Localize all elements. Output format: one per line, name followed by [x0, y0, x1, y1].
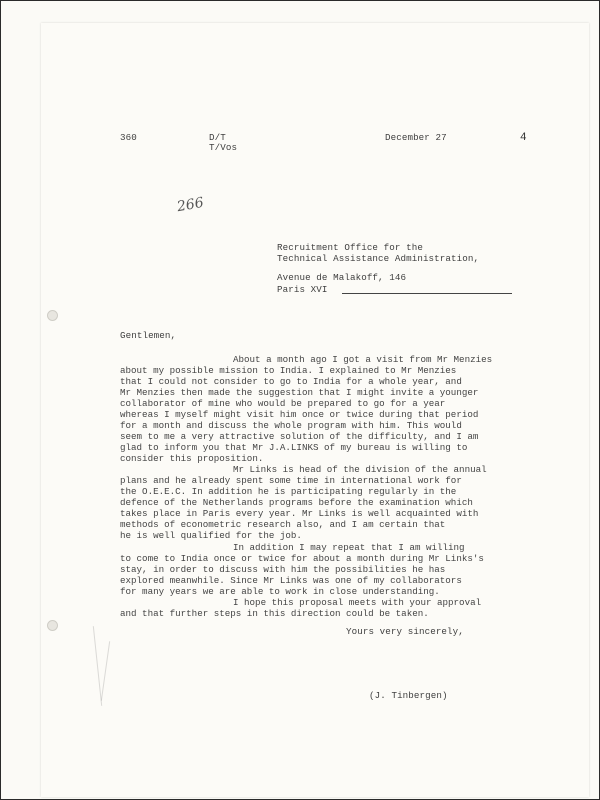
recipient-line-1: Recruitment Office for the [277, 242, 423, 253]
body-line: About a month ago I got a visit from Mr Menzies [233, 354, 493, 365]
body-line: he is well qualified for the job. [120, 530, 302, 541]
punch-hole-bottom [47, 620, 58, 631]
body-line: whereas I myself might visit him once or twice during that period [120, 409, 479, 420]
body-line: consider this proposition. [120, 453, 264, 464]
body-line: I hope this proposal meets with your approval [233, 597, 482, 608]
reference-code-2: T/Vos [209, 142, 238, 153]
signature: (J. Tinbergen) [369, 690, 448, 701]
body-line: seem to me a very attractive solution of the difficulty, and I am [120, 431, 479, 442]
body-line: for many years we are able to work in close understanding. [120, 586, 440, 597]
page-number: 4 [520, 132, 527, 144]
reference-code-1: D/T [209, 132, 226, 143]
body-line: Mr Menzies then made the suggestion that I might invite a younger [120, 387, 479, 398]
body-line: Mr Links is head of the division of the annual [233, 464, 487, 475]
recipient-line-2: Technical Assistance Administration, [277, 253, 480, 264]
body-line: about my possible mission to India. I explained to Mr Menzies [120, 365, 457, 376]
body-line: glad to inform you that Mr J.A.LINKS of my bureau is willing to [120, 442, 468, 453]
punch-hole-top [47, 310, 58, 321]
body-line: collaborator of mine who would be prepared to go for a year [120, 398, 446, 409]
recipient-line-4: Paris XVI [277, 284, 328, 295]
body-line: plans and he already spent some time in international work for [120, 475, 462, 486]
body-line: and that further steps in this direction could be taken. [120, 608, 429, 619]
salutation: Gentlemen, [120, 330, 177, 341]
body-line: In addition I may repeat that I am willing [233, 542, 465, 553]
body-line: stay, in order to discuss with him the possibilities he has [120, 564, 446, 575]
letter-date: December 27 [385, 132, 447, 143]
reference-number: 360 [120, 132, 137, 143]
body-line: methods of econometric research also, and I am certain that [120, 519, 446, 530]
body-line: the O.E.E.C. In addition he is participating regularly in the [120, 486, 457, 497]
body-line: explored meanwhile. Since Mr Links was one of my collaborators [120, 575, 462, 586]
body-line: that I could not consider to go to India for a whole year, and [120, 376, 462, 387]
closing: Yours very sincerely, [346, 626, 464, 637]
body-line: for a month and discuss the whole program with him. This would [120, 420, 462, 431]
body-line: defence of the Netherlands programs before the examination which [120, 497, 473, 508]
body-line: takes place in Paris every year. Mr Links is well acquainted with [120, 508, 479, 519]
address-underline [342, 293, 512, 294]
recipient-line-3: Avenue de Malakoff, 146 [277, 272, 407, 283]
body-line: to come to India once or twice for about a month during Mr Links's [120, 553, 484, 564]
handwritten-note: 266 [175, 194, 205, 216]
